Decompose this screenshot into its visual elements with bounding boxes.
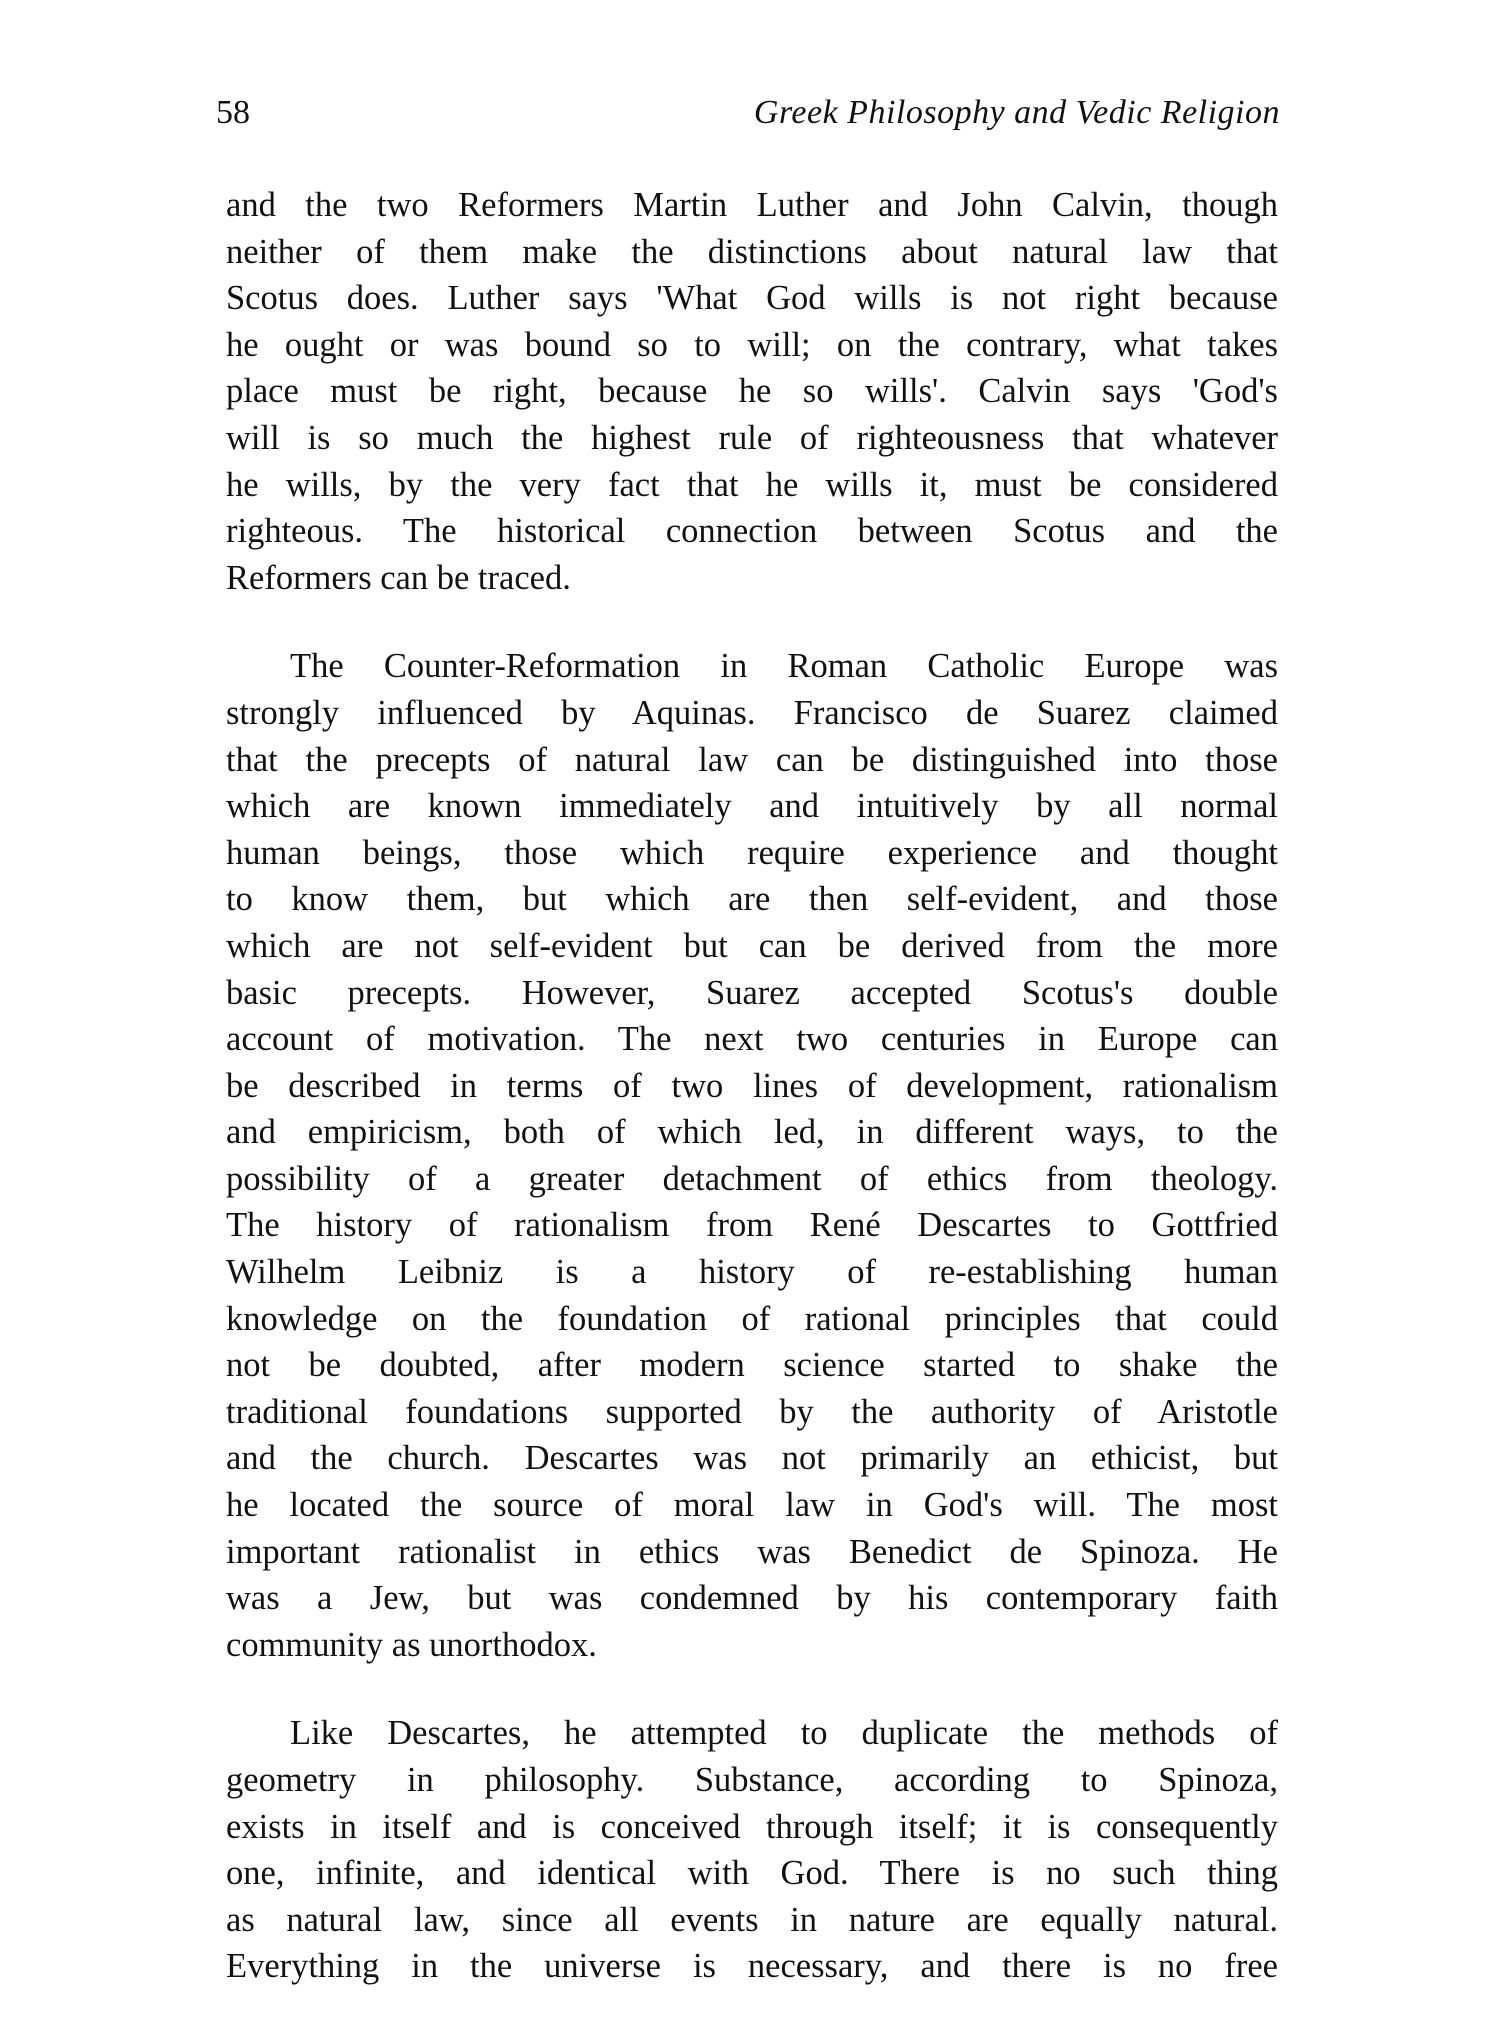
text-line: one, infinite, and identical with God. There is no such thing [226, 1854, 1278, 1893]
text-line: basic precepts. However, Suarez accepted Scotus's double [226, 973, 1278, 1012]
text-line: possibility of a greater detachment of ethics from theology. [226, 1159, 1278, 1198]
text-line: which are known immediately and intuitively by all normal [226, 787, 1278, 826]
text-line: not be doubted, after modern science started to shake the [226, 1346, 1278, 1385]
text-line: important rationalist in ethics was Benedict de Spinoza. He [226, 1532, 1278, 1571]
text-line: he ought or was bound so to will; on the contrary, what takes [226, 325, 1278, 364]
text-line: place must be right, because he so wills'. Calvin says 'God's [226, 372, 1278, 411]
text-line: The Counter-Reformation in Roman Catholic Europe was [290, 647, 1278, 686]
text-line: strongly influenced by Aquinas. Francisco de Suarez claimed [226, 693, 1278, 732]
text-line: exists in itself and is conceived through itself; it is consequently [226, 1807, 1278, 1846]
text-line: will is so much the highest rule of righteousness that whatever [226, 418, 1278, 457]
text-line: Wilhelm Leibniz is a history of re-establishing human [226, 1253, 1278, 1292]
text-line: Reformers can be traced. [226, 558, 571, 597]
text-line: Everything in the universe is necessary, and there is no free [226, 1947, 1278, 1986]
text-line: human beings, those which require experience and thought [226, 833, 1278, 872]
text-line: and the church. Descartes was not primarily an ethicist, but [226, 1439, 1278, 1478]
text-line: account of motivation. The next two centuries in Europe can [226, 1020, 1278, 1059]
text-line: neither of them make the distinctions about natural law that [226, 232, 1278, 271]
text-line: and empiricism, both of which led, in different ways, to the [226, 1113, 1278, 1152]
text-line: Like Descartes, he attempted to duplicate the methods of [290, 1714, 1278, 1753]
paragraph-3 [226, 1710, 1278, 1990]
text-line: as natural law, since all events in nature are equally natural. [226, 1900, 1278, 1939]
page-number: 58 [216, 94, 250, 131]
text-line: The history of rationalism from René Descartes to Gottfried [226, 1206, 1278, 1245]
text-line: be described in terms of two lines of development, rationalism [226, 1066, 1278, 1105]
text-line: traditional foundations supported by the authority of Aristotle [226, 1392, 1278, 1431]
text-line: he wills, by the very fact that he wills it, must be considered [226, 465, 1278, 504]
running-title: Greek Philosophy and Vedic Religion [753, 94, 1280, 131]
text-line: community as unorthodox. [226, 1625, 597, 1664]
text-line: was a Jew, but was condemned by his contemporary faith [226, 1579, 1278, 1618]
text-line: Scotus does. Luther says 'What God wills is not right because [226, 279, 1278, 318]
text-line: to know them, but which are then self-evident, and those [226, 880, 1278, 919]
text-line: righteous. The historical connection between Scotus and the [226, 512, 1278, 551]
body-text [226, 182, 1278, 2032]
text-line: he located the source of moral law in God's will. The most [226, 1486, 1278, 1525]
text-line: that the precepts of natural law can be distinguished into those [226, 740, 1278, 779]
text-line: and the two Reformers Martin Luther and John Calvin, though [226, 186, 1278, 224]
text-line: which are not self-evident but can be derived from the more [226, 926, 1278, 965]
paragraph-2 [226, 643, 1278, 1668]
text-line: geometry in philosophy. Substance, according to Spinoza, [226, 1761, 1278, 1799]
running-head [216, 88, 1280, 138]
text-line: knowledge on the foundation of rational principles that could [226, 1299, 1278, 1338]
paragraph-1 [226, 182, 1278, 601]
